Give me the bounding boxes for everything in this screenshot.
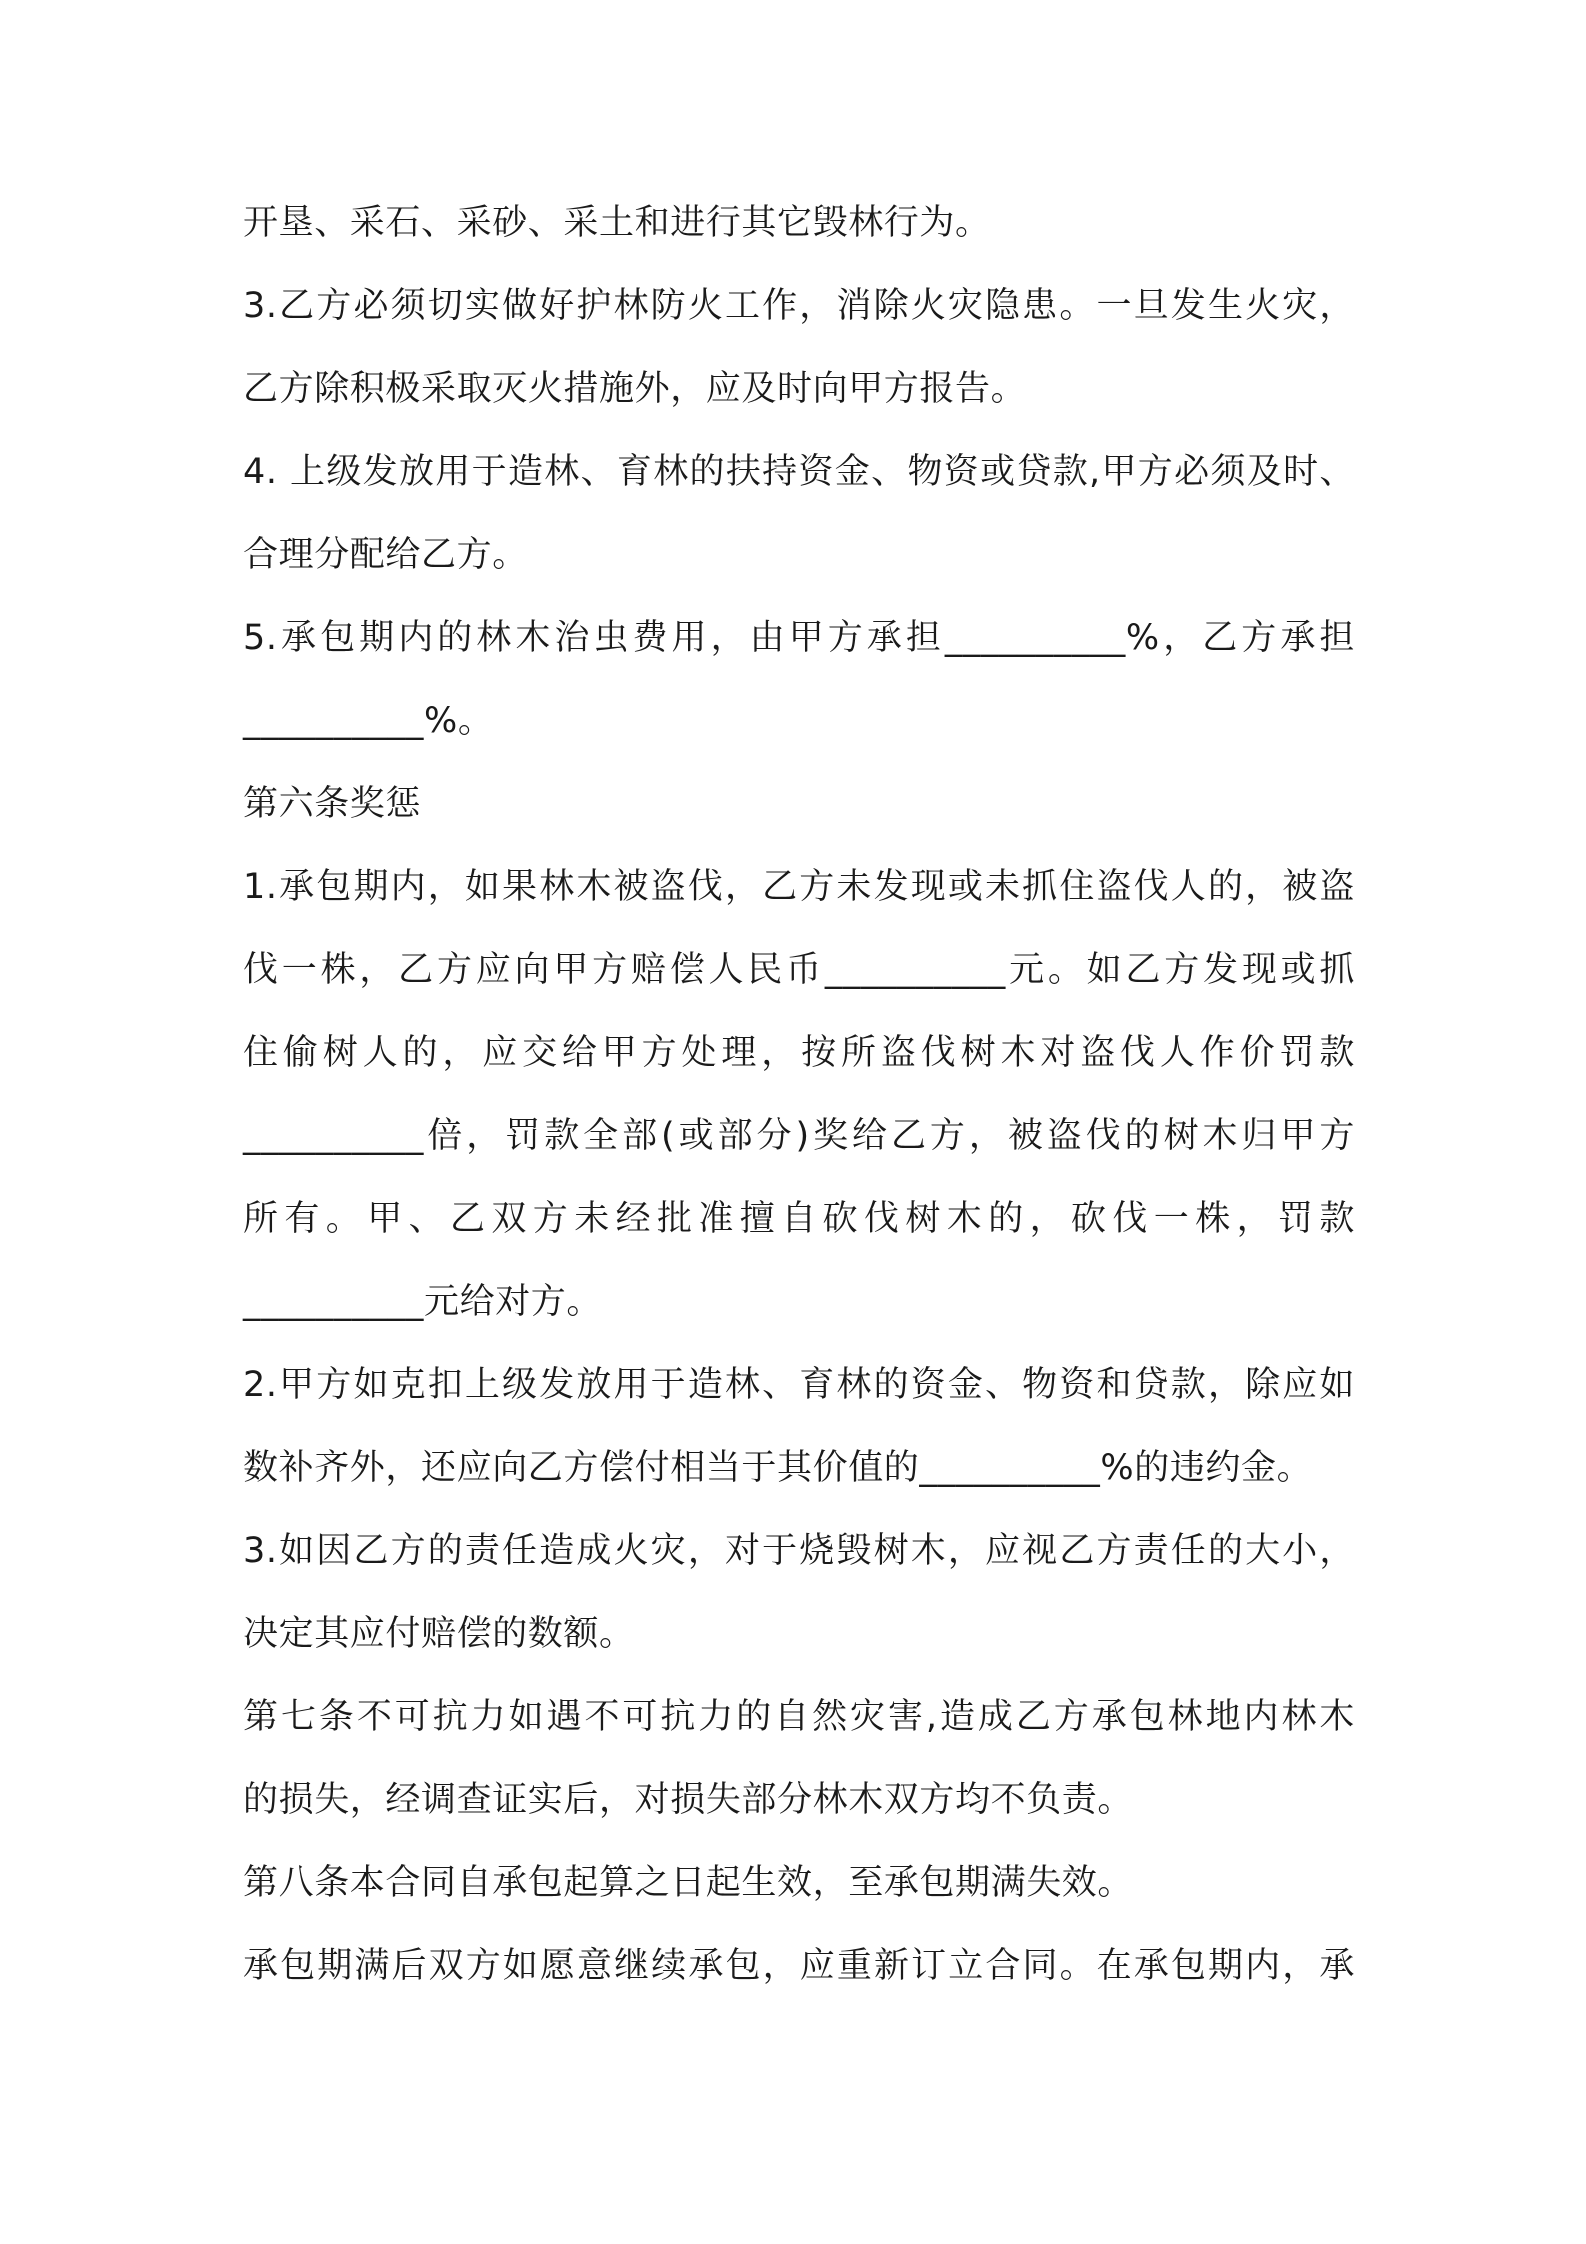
text-line: 第七条不可抗力如遇不可抗力的自然灾害,造成乙方承包林地内林木 bbox=[243, 1697, 1355, 1737]
text-line: 乙方除积极采取灭火措施外，应及时向甲方报告。 bbox=[243, 369, 1027, 409]
text-line: 合理分配给乙方。 bbox=[243, 535, 528, 575]
text-line: 的损失，经调查证实后，对损失部分林木双方均不负责。 bbox=[243, 1780, 1134, 1820]
text-line: 开垦、采石、采砂、采土和进行其它毁林行为。 bbox=[243, 203, 991, 243]
text-line: 2.甲方如克扣上级发放用于造林、育林的资金、物资和贷款，除应如 bbox=[243, 1365, 1355, 1405]
text-line: 承包期满后双方如愿意继续承包，应重新订立合同。在承包期内，承 bbox=[243, 1946, 1355, 1986]
text-line: 4. 上级发放用于造林、育林的扶持资金、物资或贷款,甲方必须及时、 bbox=[243, 452, 1355, 492]
text-line: 1.承包期内，如果林木被盗伐，乙方未发现或未抓住盗伐人的，被盗 bbox=[243, 867, 1355, 907]
text-line: 第八条本合同自承包起算之日起生效，至承包期满失效。 bbox=[243, 1863, 1134, 1903]
text-line: 5.承包期内的林木治虫费用，由甲方承担__________%，乙方承担 bbox=[243, 618, 1355, 658]
text-line: 3.如因乙方的责任造成火灾，对于烧毁树木，应视乙方责任的大小， bbox=[243, 1531, 1355, 1571]
text-line: 住偷树人的，应交给甲方处理，按所盗伐树木对盗伐人作价罚款 bbox=[243, 1033, 1355, 1073]
text-line: __________%。 bbox=[243, 701, 494, 741]
text-line: 数补齐外，还应向乙方偿付相当于其价值的__________%的违约金。 bbox=[243, 1448, 1313, 1488]
text-line: __________元给对方。 bbox=[243, 1282, 603, 1322]
text-line: 3.乙方必须切实做好护林防火工作，消除火灾隐患。一旦发生火灾， bbox=[243, 286, 1355, 326]
text-line: 决定其应付赔偿的数额。 bbox=[243, 1614, 635, 1654]
text-line: 所有。甲、乙双方未经批准擅自砍伐树木的，砍伐一株，罚款 bbox=[243, 1199, 1355, 1239]
section-heading: 第六条奖惩 bbox=[243, 784, 422, 824]
text-line: __________倍，罚款全部(或部分)奖给乙方，被盗伐的树木归甲方 bbox=[243, 1116, 1355, 1156]
document-body bbox=[243, 198, 1363, 2024]
text-line: 伐一株，乙方应向甲方赔偿人民币__________元。如乙方发现或抓 bbox=[243, 950, 1355, 990]
